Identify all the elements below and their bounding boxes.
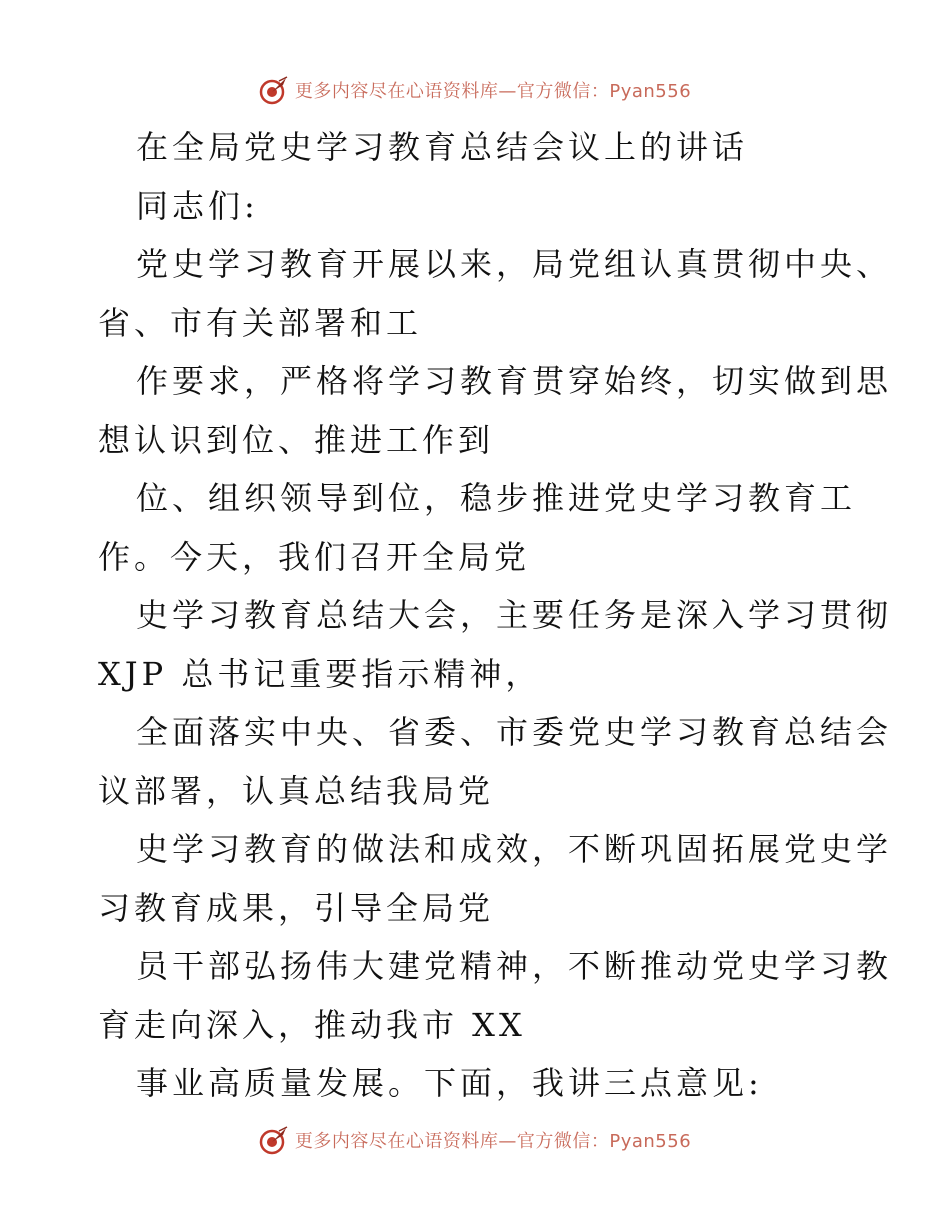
text-line: 作要求，严格将学习教育贯穿始终，切实做到思 — [136, 362, 893, 400]
text-line: 事业高质量发展。下面，我讲三点意见: — [136, 1064, 763, 1102]
text-line: 位、组织领导到位，稳步推进党史学习教育工 — [136, 479, 857, 517]
text-line: 同志们: — [136, 186, 259, 225]
text-line: 全面落实中央、省委、市委党史学习教育总结会 — [136, 713, 893, 751]
text-line: 在全局党史学习教育总结会议上的讲话 — [136, 128, 749, 166]
watermark-header — [0, 70, 950, 110]
text-line: 史学习教育总结大会，主要任务是深入学习贯彻 — [136, 596, 893, 634]
text-line: 员干部弘扬伟大建党精神，不断推动党史学习教 — [136, 947, 893, 985]
watermark-text: 更多内容尽在心语资料库—官方微信：Pyan556 — [294, 1131, 692, 1152]
text-line: 史学习教育的做法和成效，不断巩固拓展党史学 — [136, 830, 893, 868]
text-line: 省、市有关部署和工 — [98, 303, 423, 342]
text-line: 育走向深入，推动我市 XX — [98, 1005, 526, 1044]
text-line: 想认识到位、推进工作到 — [98, 420, 495, 459]
document-body — [98, 118, 893, 1113]
text-line: 作。今天，我们召开全局党 — [98, 537, 531, 576]
text-line: 党史学习教育开展以来，局党组认真贯彻中央、 — [136, 245, 893, 283]
watermark-footer — [0, 1120, 950, 1160]
watermark-text: 更多内容尽在心语资料库—官方微信：Pyan556 — [294, 81, 692, 102]
quill-pen-logo-icon — [259, 1125, 289, 1155]
quill-pen-logo-icon — [259, 75, 289, 105]
text-line: 习教育成果，引导全局党 — [98, 888, 495, 927]
text-line: 议部署，认真总结我局党 — [98, 771, 495, 810]
text-line: XJP 总书记重要指示精神， — [98, 654, 542, 693]
